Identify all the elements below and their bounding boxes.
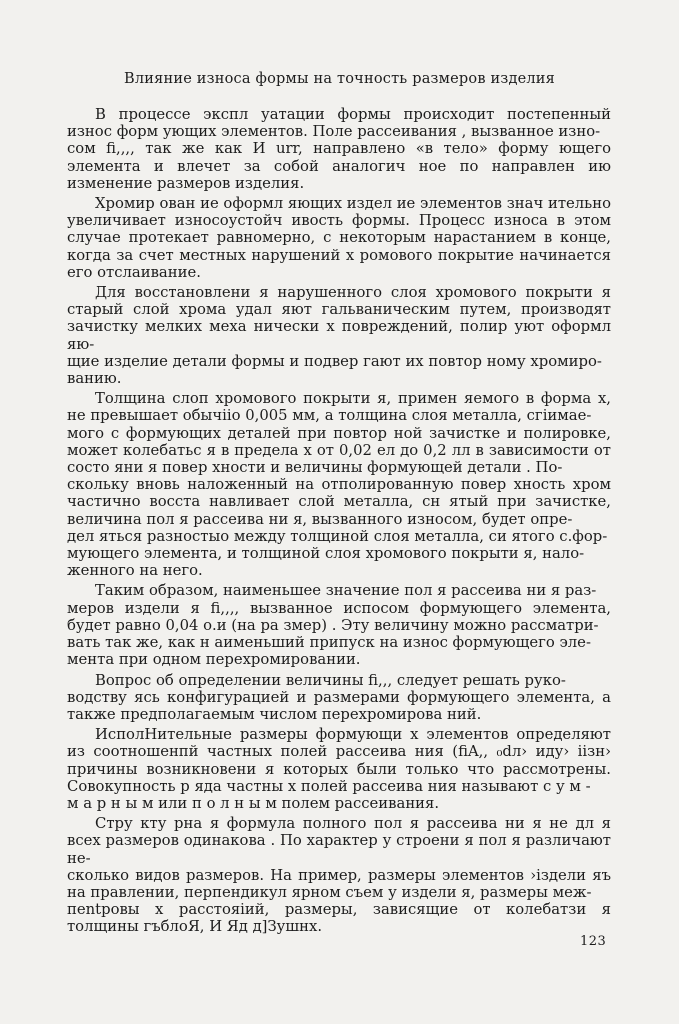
paragraph: Вопрос об определении величины fi,,, следует решать руко- водству ясь конфигурацией и размерами формующего элемента, а также предполагаемым числом перехромирова ний.: [67, 671, 611, 723]
paragraph: Таким образом, наименьшее значение пол я рассеива ни я раз- меров издели я fi,,,, вызванное испосом формующего элемента, будет равно 0,04 о.и (на ра змер) . Эту величину можно рассматри- вать так же, как н аименьший припуск на износ формующего эле- мента при одном перехромировании.: [67, 582, 611, 669]
paragraph: В процессе экспл уатации формы происходит постепенный износ форм ующих элементов. Поле рассеивания , вызванное изно- сом fi,,,, так же как И urr, направлено «в тело» форму ющего элемента и влечет за собой аналогич ное по направлен ию изменение размеров изделия.: [67, 106, 611, 192]
paragraph: Толщина слоп хромового покрыти я, примен яемого в форма х, не превышает обычiio 0,005 мм, а толщина слоя металла, сгiимае- мого с формующих деталей при повтор ной зачистке и полировке, может колебатьс я в предела х от 0,02 ел до 0,2 лл в зависимости от состо яни я повер хности и величины формующей детали . По- скольку вновь наложенный на отполированную повер хность хром частично восста навливает слой металла, сн ятый при зачистке, величина пол я рассеива ни я, вызванного износом, будет опре- дел яться разностыо между толщиной слоя металла, си ятого с.фор- мующего элемента, и толщиной слоя хромового покрыти я, нало- женного на него.: [67, 390, 611, 580]
page-title: Влияние износа формы на точность размеров изделия: [123, 71, 555, 87]
paragraph: Хромир ован ие оформл яющих издел ие элементов знач ительно увеличивает износоустойч ивость формы. Процесс износа в этом случае протекает равномерно, с некоторым нарастанием в конце, когда за счет местных нарушений х ромового покрытие начинается его отслаивание.: [67, 195, 611, 281]
paragraph: ИсполНительные размеры формующи х элементов определяют из соотношенпй частных полей рассеива ния (fiA,, ₀dл› иду› iiзн› причины возникновени я которых были только что рассмотрены. Совокупность р яда частны х полей рассеива ния называют с у м - м а р н ы м или п о л н ы м полем рассеивания.: [67, 726, 611, 812]
body-text: [67, 106, 611, 939]
paragraph: Стру кту рна я формула полного пол я рассеива ни я не дл я всех размеров одинакова . По характер у строени я пол я различают не- сколько видов размеров. На пример, размеры элементов ›iздели яъ на правлении, перпендикул ярном съем у издели я, размеры меж- пentровы х расстояiий, размеры, зависящие от колебатзи я толщины гъблоЯ, И Яд д]Зушнх.: [67, 815, 611, 936]
paragraph: Для восстановлени я нарушенного слоя хромового покрыти я старый слой хрома удал яют гальваническим путем, производят зачистку мелких меха нически х повреждений, полир уют оформл яю- щие изделие детали формы и подвер гают их повтор ному хромиро- ванию.: [67, 284, 611, 388]
page-number: 123: [580, 934, 607, 949]
